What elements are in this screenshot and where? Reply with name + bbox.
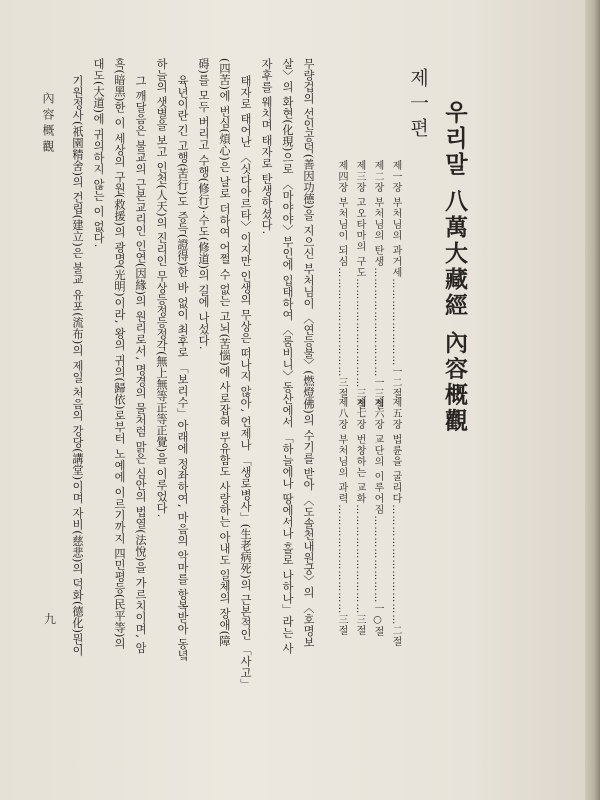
body-line: 대도(大道)에 귀의하지 않는 이 없다. <box>92 58 105 248</box>
toc-item: 제四장 부처님이 되심…………………………三절 <box>336 160 347 400</box>
toc-item: 제八장 부처님의 과력…………………………三절 <box>336 397 347 637</box>
body-line: 살〉의 화현(化現)으로 〈마야야〉부인에 입태하여 〈룸비니〉동산에서 「하늘에나 땅에서나 홀로 나하나」라는 사 <box>281 58 294 655</box>
running-head: 內容概觀 <box>41 92 55 156</box>
toc-item: 제二장 부처님의 탄생…………………………一三절 <box>372 160 383 411</box>
body-line: 무량겁의 선인공덕(善因功德)을 지으신 부처님이 〈연등불〉(燃燈佛)의 수기를 받아 〈도솔천내원궁〉의 〈호명보 <box>302 58 315 649</box>
body-line: 하늘의 샛별을 보고 인천(人天)의 진리인 무상등정등정각(無上無等正等正覺)을 이루었다. <box>155 58 168 518</box>
part-heading: 제一편 <box>407 68 429 143</box>
toc-item: 제七장 번창하는 교화…………………………三절 <box>354 397 365 637</box>
toc-item: 제一장 부처님의 과거세……………………一二절 <box>390 160 401 400</box>
body-line: 그 깨달음은 불교의 근본교리인 인연(因緣)의 원리로서, 명경의 물처럼 맑은 심안의 법열(法悅)을 가르치이며, 암 <box>134 75 147 654</box>
toc-item: 제三장 고오타마의 구도…………………………三절 <box>354 160 365 411</box>
page-title: 우리말 八萬大藏經 內容概觀 <box>441 100 468 435</box>
page-number: 九 <box>44 612 57 626</box>
body-line: 흑(暗黑)한 이 세상의 구원(救援)의 광명(光明)이라, 왕의 귀의(歸依)로부터 노예에 이르기까지 四민평등(民平等)의 <box>113 58 126 650</box>
toc-item: 제六장 교단의 이루어짐……………………一○절 <box>372 397 383 638</box>
body-line: (四苦)에 번심(煩心)은 날로 더하여 어쩔 수 없는 고뇌(苦惱)에 사로잡혀 부유함도 사랑하는 아내도 일체의 장애(障 <box>218 58 231 647</box>
toc-item: 제五장 법륜을 굴리다……………………………二절 <box>390 397 401 648</box>
body-line: 기원정사(祇園精舍)의 건립(建立)은 불교 유포(流布)의 제일 처음의 강당(講堂)이며 자비(慈悲)의 덕화(德化)뭔이 <box>71 75 84 657</box>
page-fore-edge <box>585 0 600 800</box>
body-line: 자후를 웨치며 태자로 탄생하셨다. <box>260 58 273 235</box>
body-line: 육년이란 긴 고행(苦行)도 증득(證得)한 바 없이 최후로 「보리수」아래에 정좌하여, 마음의 악마를 항복받아 동녘 <box>176 75 189 662</box>
body-line: 태자로 태어난 〈싯다아르타〉이지만 인생의 무상은 떠나지 않아, 언제나 「생로병사」(生老病死)의 근본적인 「사고」 <box>239 75 252 691</box>
body-line: 碍)를 모두 버리고 수행(修行)·수도(修道)의 길에 나섰다. <box>197 58 210 350</box>
